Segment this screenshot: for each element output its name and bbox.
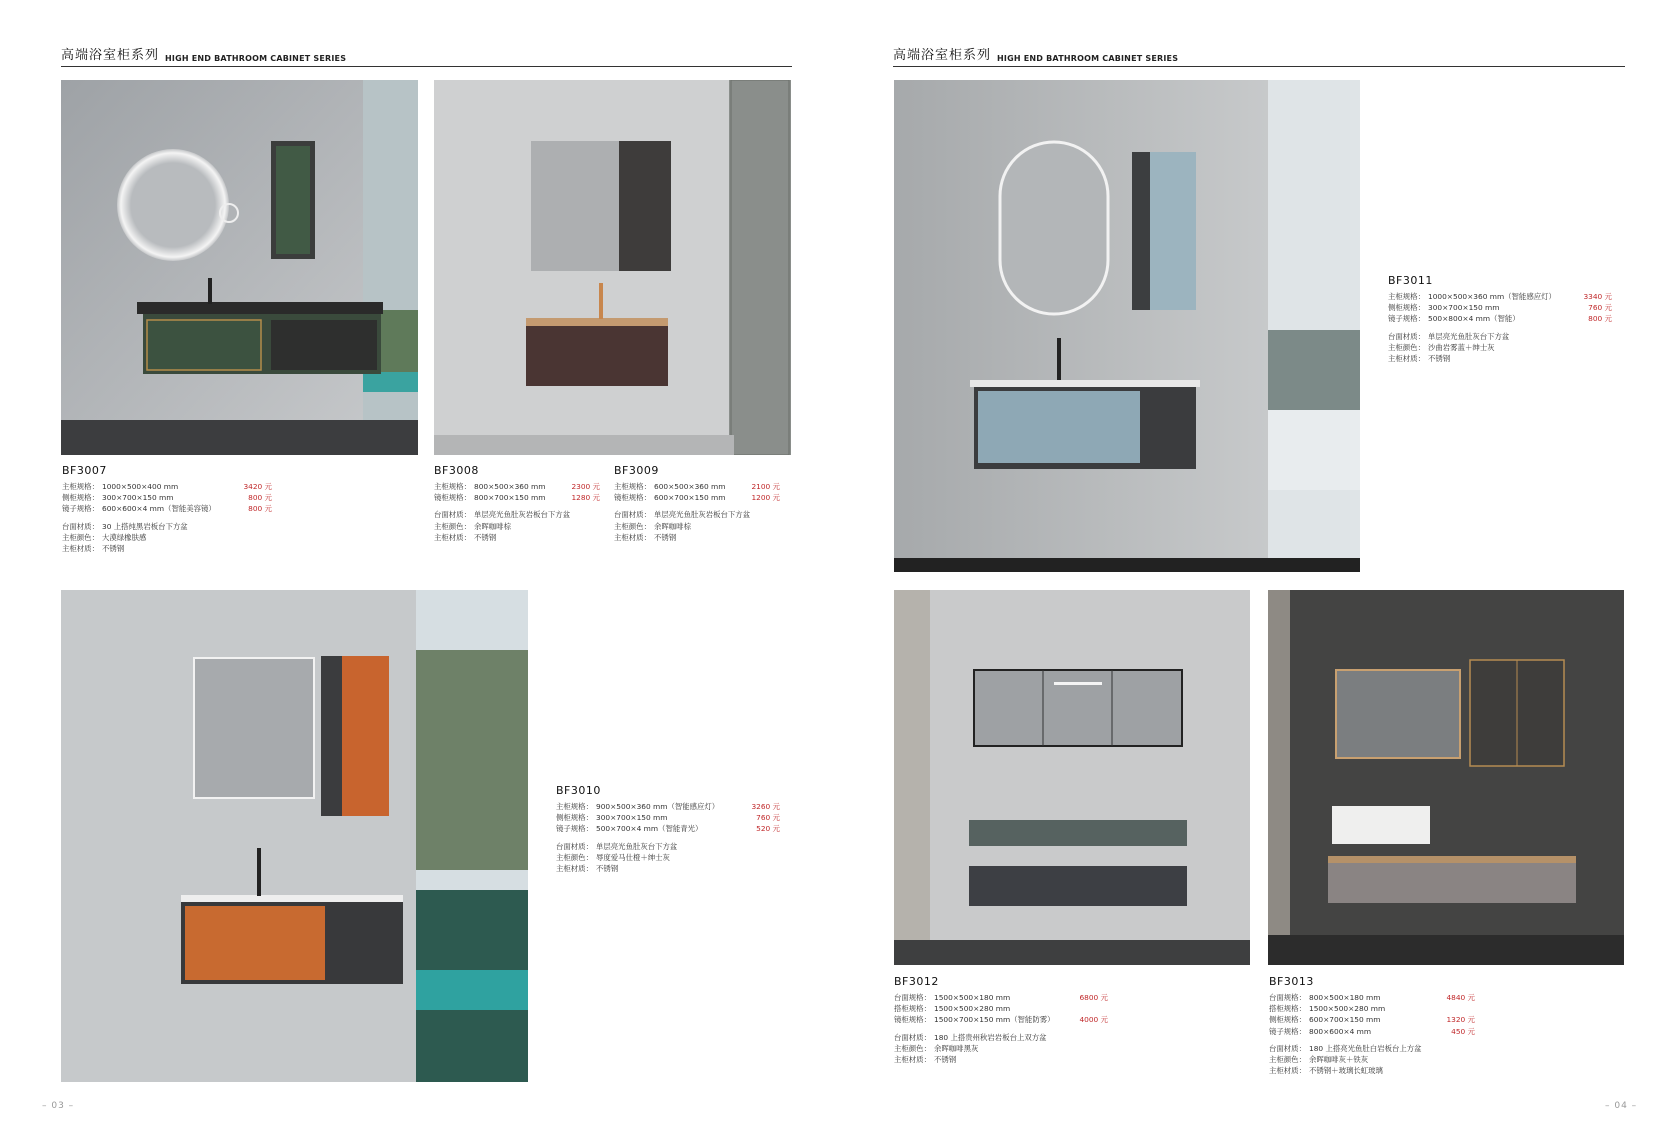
specs-bf3012: 台面规格： 1500×500×180 mm 6800 元 搭柜规格： 1500×500×280 mm 镜柜规格： 1500×700×150 mm（智能防雾） 4000 元 台面材质： 180 上搭贵州秋岩岩板台上双方盆 主柜颜色： 余晖咖啡黑灰 主柜材质： 不锈钢	[894, 993, 1108, 1065]
model-bf3007: BF3007	[62, 464, 107, 477]
model-bf3009: BF3009	[614, 464, 659, 477]
specs-bf3011: 主柜规格： 1000×500×360 mm（智能感应灯） 3340 元 侧柜规格： 300×700×150 mm 760 元 镜子规格： 500×800×4 mm（智能） 800 元 台面材质： 单层亮光鱼肚灰台下方盆 主柜颜色： 沙曲岩雾蓝＋绅士灰 主柜材质： 不锈钢	[1388, 292, 1612, 364]
model-bf3012: BF3012	[894, 975, 939, 988]
header-left-en: HIGH END BATHROOM CABINET SERIES	[165, 54, 347, 63]
specs-bf3007: 主柜规格： 1000×500×400 mm 3420 元 侧柜规格： 300×700×150 mm 800 元 镜子规格： 600×600×4 mm（智能美容镜） 800 元 台面材质： 30 上搭纯黑岩板台下方盆 主柜颜色： 大漠绿橡肤感 主柜材质： 不锈钢	[62, 482, 272, 554]
header-right	[893, 44, 1625, 67]
specs-bf3013: 台面规格： 800×500×180 mm 4840 元 搭柜规格： 1500×500×280 mm 侧柜规格： 600×700×150 mm 1320 元 镜子规格： 800×600×4 mm 450 元 台面材质： 180 上搭亮光鱼肚白岩板台上方盆 主柜颜色： 余晖咖啡灰＋铁灰 主柜材质： 不锈钢＋玻璃长虹玻璃	[1269, 993, 1475, 1076]
model-bf3008: BF3008	[434, 464, 479, 477]
product-photo-bf3012	[894, 590, 1250, 965]
page-number-right: – 04 –	[1605, 1101, 1638, 1111]
specs-bf3008: 主柜规格： 800×500×360 mm 2300 元 镜柜规格： 800×700×150 mm 1280 元 台面材质： 单层亮光鱼肚灰岩板台下方盆 主柜颜色： 余晖咖啡棕 主柜材质： 不锈钢	[434, 482, 600, 542]
header-left-cn: 高端浴室柜系列	[61, 48, 160, 63]
header-right-en: HIGH END BATHROOM CABINET SERIES	[997, 54, 1179, 63]
model-bf3011: BF3011	[1388, 274, 1433, 287]
product-photo-bf3007	[61, 80, 418, 455]
header-left	[61, 44, 792, 67]
model-bf3010: BF3010	[556, 784, 601, 797]
product-photo-bf3008	[434, 80, 791, 455]
product-photo-bf3010	[61, 590, 528, 1082]
model-bf3013: BF3013	[1269, 975, 1314, 988]
product-photo-bf3013	[1268, 590, 1624, 965]
product-photo-bf3011	[894, 80, 1360, 572]
page-number-left: – 03 –	[42, 1101, 75, 1111]
specs-bf3009: 主柜规格： 600×500×360 mm 2100 元 镜柜规格： 600×700×150 mm 1200 元 台面材质： 单层亮光鱼肚灰岩板台下方盆 主柜颜色： 余晖咖啡棕 主柜材质： 不锈钢	[614, 482, 780, 542]
header-right-cn: 高端浴室柜系列	[893, 48, 992, 63]
specs-bf3010: 主柜规格： 900×500×360 mm（智能感应灯） 3260 元 侧柜规格： 300×700×150 mm 760 元 镜子规格： 500×700×4 mm（智能青光） 520 元 台面材质： 单层亮光鱼肚灰台下方盆 主柜颜色： 辱度爱马仕橙＋绅士灰 主柜材质： 不锈钢	[556, 802, 780, 874]
